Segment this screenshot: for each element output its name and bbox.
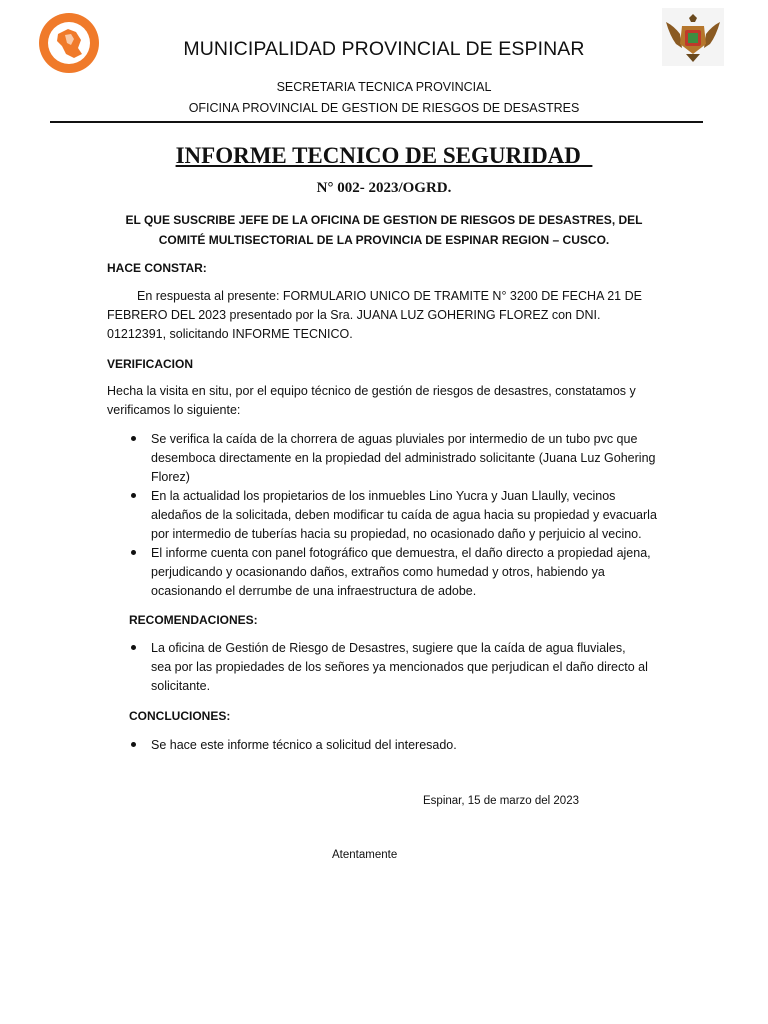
recomendaciones-list [129,639,649,696]
verificacion-heading: VERIFICACION [107,357,194,371]
verificacion-body: Hecha la visita en situ, por el equipo técnico de gestión de riesgos de desastres, constatamos y verificamos lo siguiente: [107,384,636,417]
conclusiones-heading: CONCLUCIONES: [129,709,231,723]
list-item: Se hace este informe técnico a solicitud del interesado. [129,736,649,755]
list-item: El informe cuenta con panel fotográfico que demuestra, el daño directo a propiedad ajena, perjudicando y ocasionando daños, extraños como humedad y otros, habiendo ya ocasionando el derrumbe de una infraestructura de adobe. [129,544,667,601]
list-item: Se verifica la caída de la chorrera de aguas pluviales por intermedio de un tubo pvc que desemboca directamente en la propiedad del administrado solicitante (Juana Luz Gohering Florez) [129,430,667,487]
report-number: N° 002- 2023/OGRD. [316,180,452,196]
list-item: En la actualidad los propietarios de los inmuebles Lino Yucra y Juan Llaully, vecinos aledaños de la solicitada, deben modificar tu caída de agua hacia su propiedad y evacuarla por intermedio de tuberías hacia su propiedad, no ocasionado daño y perjuicio al vecino. [129,487,667,544]
list-item: La oficina de Gestión de Riesgo de Desastres, sugiere que la caída de agua fluviales, sea por las propiedades de los señores ya mencionados que perjudican el daño directo al solicitante. [129,639,649,696]
office-subtitle: OFICINA PROVINCIAL DE GESTION DE RIESGOS DE DESASTRES [188,101,580,115]
header-divider [50,121,703,123]
verificacion-list [129,430,667,601]
defensa-civil-logo [38,12,100,74]
hace-constar-heading: HACE CONSTAR: [107,261,207,275]
hace-constar-body: En respuesta al presente: FORMULARIO UNICO DE TRAMITE N° 3200 DE FECHA 21 DE FEBRERO DEL 2023 presentado por la Sra. JUANA LUZ GOHERING FLOREZ con DNI. 01212391, solicitando INFORME TECNICO. [107,289,642,341]
secretariat-subtitle: SECRETARIA TECNICA PROVINCIAL [276,80,492,94]
closing-salutation: Atentamente [332,849,398,861]
place-and-date: Espinar, 15 de marzo del 2023 [423,795,579,807]
intro-statement: EL QUE SUSCRIBE JEFE DE LA OFICINA DE GESTION DE RIESGOS DE DESASTRES, DEL COMITÉ MULTISECTORIAL DE LA PROVINCIA DE ESPINAR REGION – CUSCO. [125,213,643,247]
recomendaciones-heading: RECOMENDACIONES: [129,613,258,627]
municipality-title: MUNICIPALIDAD PROVINCIAL DE ESPINAR [183,38,585,60]
report-title: INFORME TECNICO DE SEGURIDAD [175,143,593,168]
conclusiones-list [129,736,649,755]
coat-of-arms-logo [662,8,724,66]
